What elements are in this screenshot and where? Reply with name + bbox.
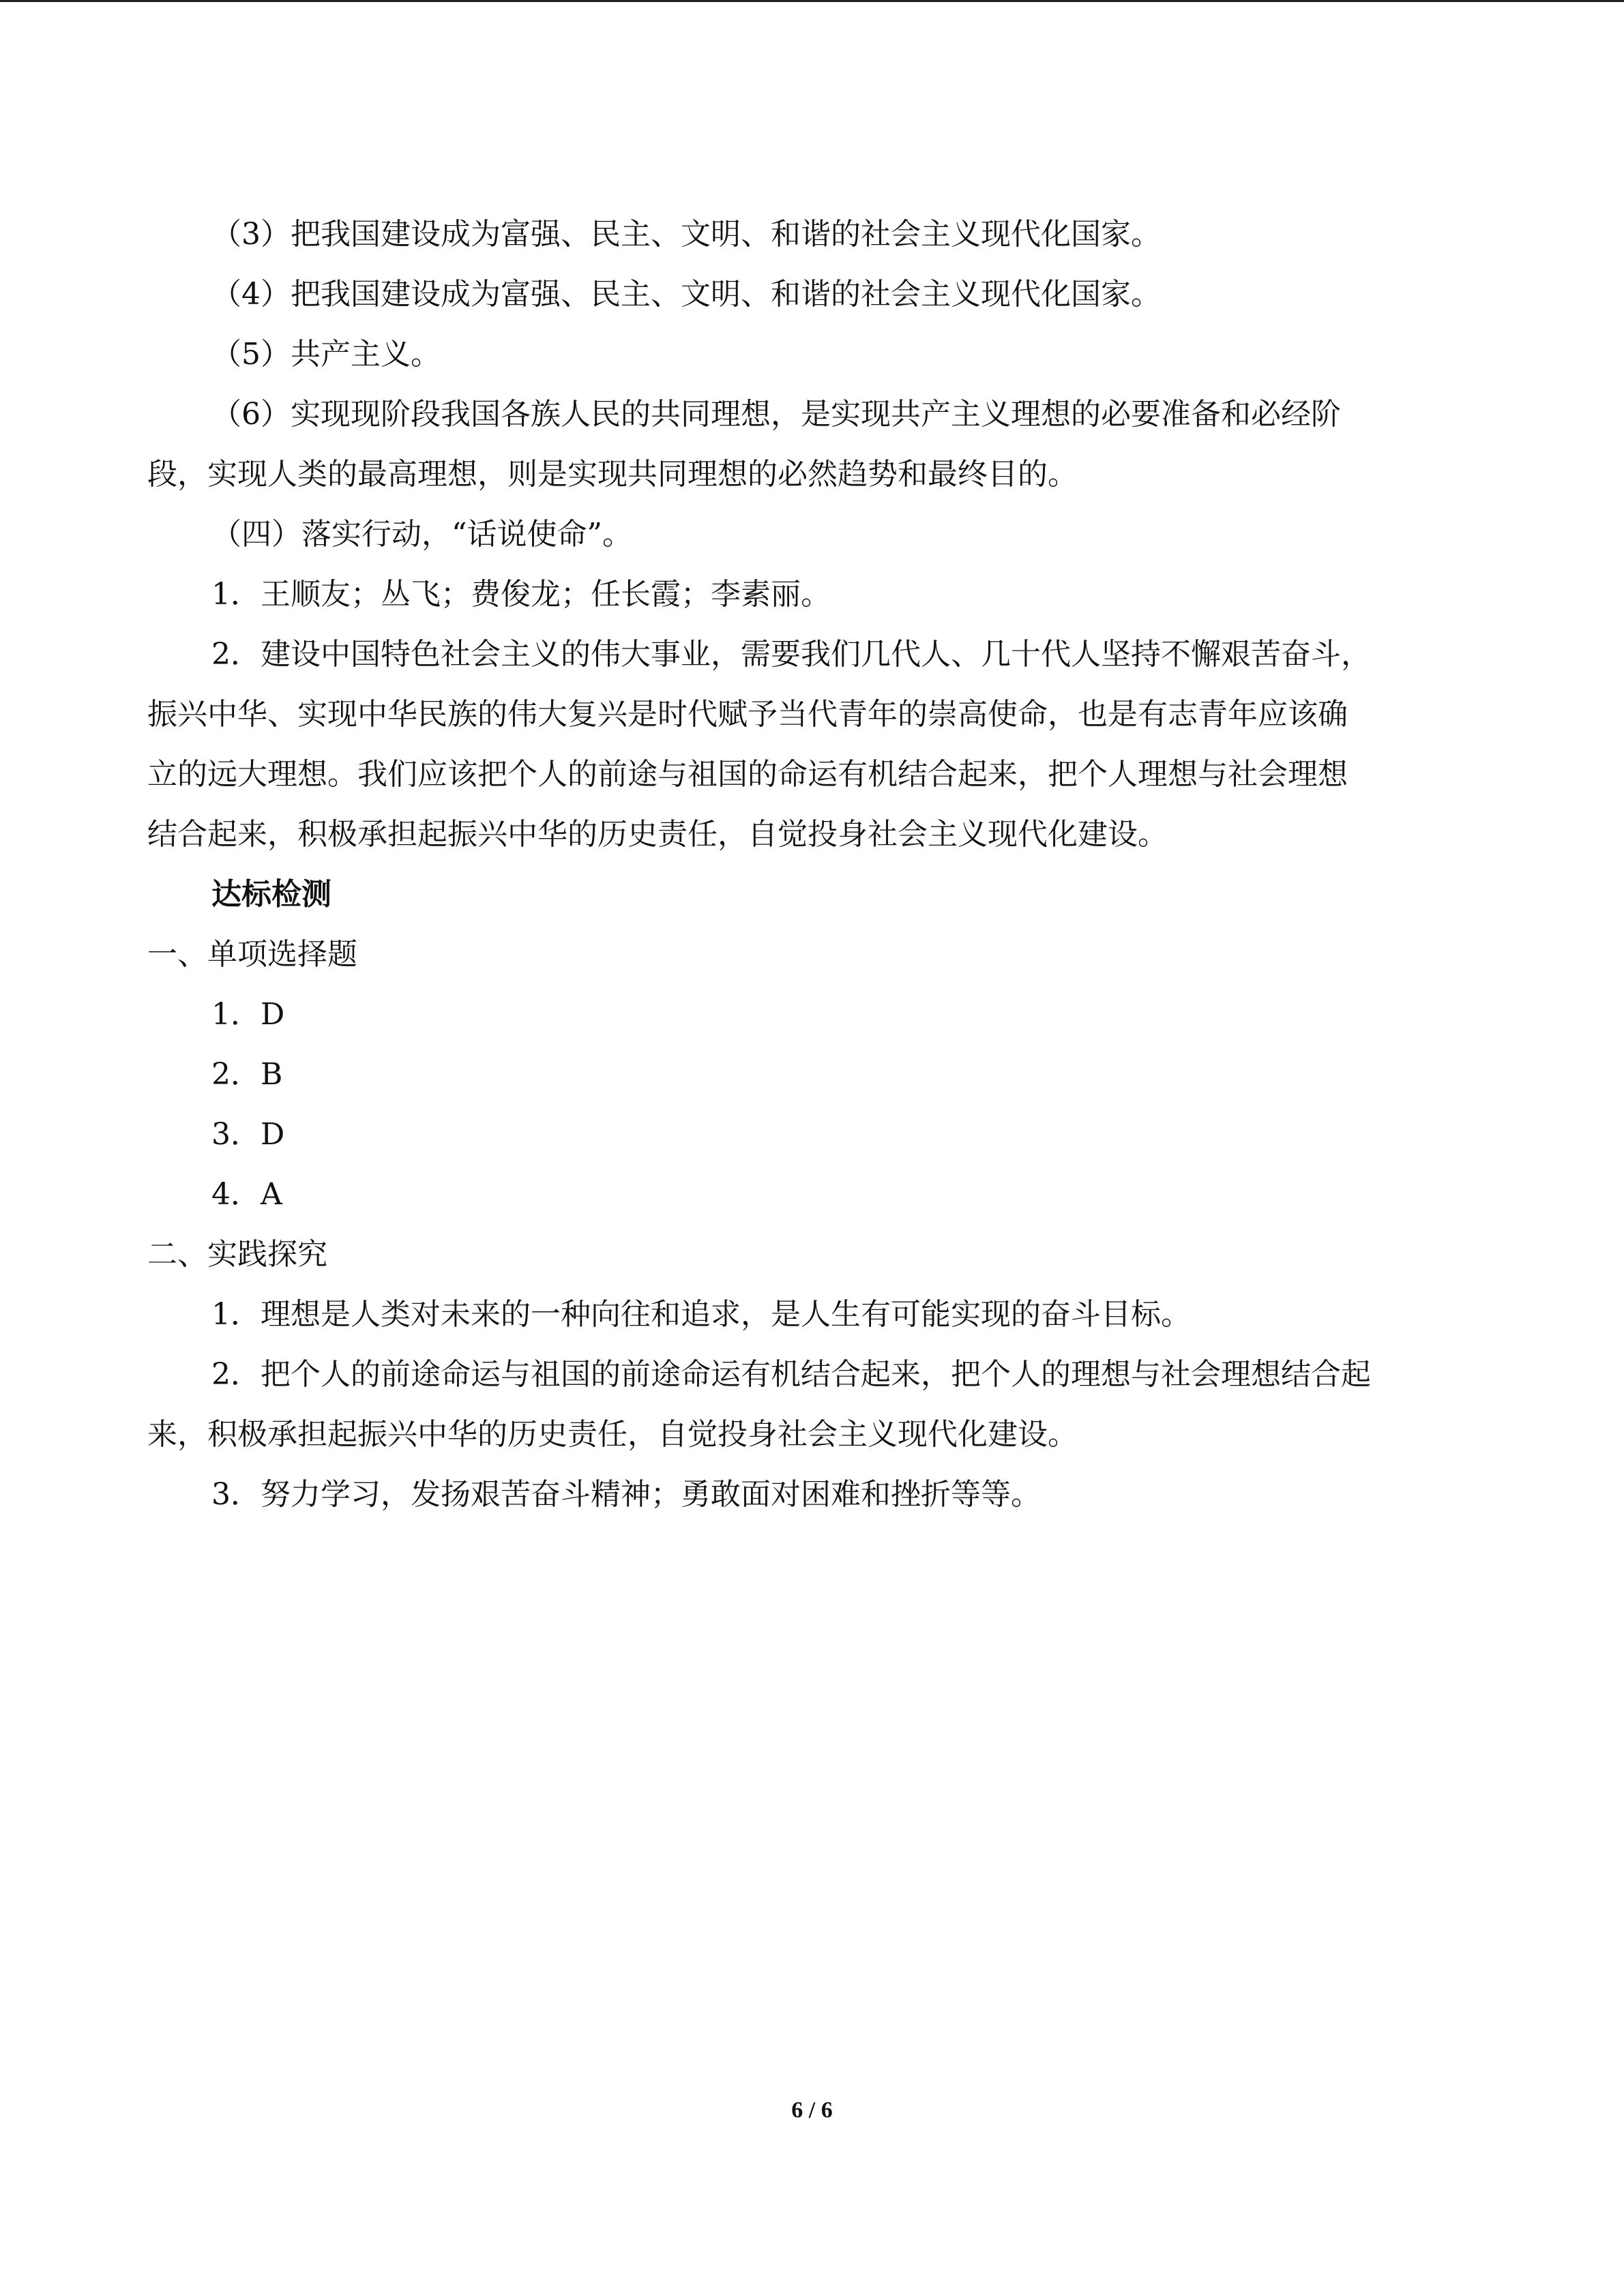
single-choice-heading: 一、单项选择题 xyxy=(147,937,357,972)
answer-3: （3）把我国建设成为富强、民主、文明、和谐的社会主义现代化国家。 xyxy=(211,217,1161,252)
assessment-heading: 达标检测 xyxy=(211,877,331,912)
section-four-answer-2-line-2: 振兴中华、实现中华民族的伟大复兴是时代赋予当代青年的崇高使命，也是有志青年应该确 xyxy=(147,697,1348,732)
section-four-answer-2-line-3: 立的远大理想。我们应该把个人的前途与祖国的命运有机结合起来，把个人理想与社会理想 xyxy=(147,757,1348,792)
practice-answer-2-line-2: 来，积极承担起振兴中华的历史责任，自觉投身社会主义现代化建设。 xyxy=(147,1417,1078,1452)
answer-4: （4）把我国建设成为富强、民主、文明、和谐的社会主义现代化国家。 xyxy=(211,277,1161,312)
page-number: 6 / 6 xyxy=(791,2098,833,2123)
practice-answer-1: 1．理想是人类对未来的一种向往和追求，是人生有可能实现的奋斗目标。 xyxy=(211,1297,1191,1332)
section-four-answer-2-line-1: 2．建设中国特色社会主义的伟大事业，需要我们几代人、几十代人坚持不懈艰苦奋斗， xyxy=(211,637,1371,672)
choice-answer-3: 3．D xyxy=(211,1117,285,1152)
answer-6-line-1: （6）实现现阶段我国各族人民的共同理想，是实现共产主义理想的必要准备和必经阶 xyxy=(211,397,1341,432)
document-body xyxy=(147,205,1477,1525)
choice-answer-4: 4．A xyxy=(211,1177,282,1212)
choice-answer-2: 2．B xyxy=(211,1057,283,1092)
answer-6-line-2: 段，实现人类的最高理想，则是实现共同理想的必然趋势和最终目的。 xyxy=(147,457,1078,492)
section-four-answer-1: 1．王顺友；丛飞；费俊龙；任长霞；李素丽。 xyxy=(211,577,831,612)
choice-answer-1: 1．D xyxy=(211,997,285,1032)
practice-answer-3: 3．努力学习，发扬艰苦奋斗精神；勇敢面对困难和挫折等等。 xyxy=(211,1477,1041,1512)
practice-answer-2-line-1: 2．把个人的前途命运与祖国的前途命运有机结合起来，把个人的理想与社会理想结合起 xyxy=(211,1357,1371,1392)
top-border-line xyxy=(0,0,1624,2)
answer-5: （5）共产主义。 xyxy=(211,337,441,372)
section-four-answer-2-line-4: 结合起来，积极承担起振兴中华的历史责任，自觉投身社会主义现代化建设。 xyxy=(147,817,1168,852)
practice-heading: 二、实践探究 xyxy=(147,1237,327,1272)
section-four-heading: （四）落实行动，“话说使命”。 xyxy=(211,517,632,552)
